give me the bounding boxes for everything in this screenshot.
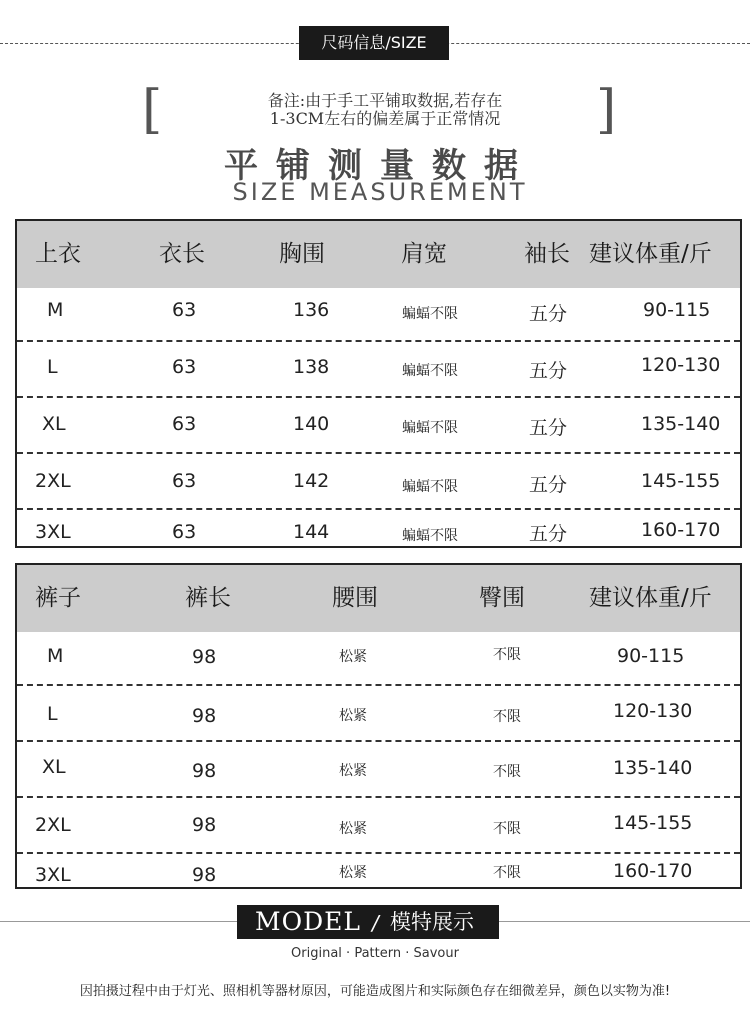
weight-cell: 120-130 — [641, 354, 721, 376]
size-cell: 3XL — [35, 864, 71, 886]
hip-cell: 不限 — [493, 709, 521, 725]
weight-cell: 145-155 — [641, 470, 721, 492]
title-en: SIZE MEASUREMENT — [232, 178, 528, 206]
weight-cell: 145-155 — [613, 812, 693, 834]
length-cell: 63 — [172, 299, 197, 321]
size-cell: L — [47, 703, 58, 725]
header-cell: 裤子 — [35, 585, 81, 611]
table-row — [17, 342, 740, 398]
weight-cell: 135-140 — [613, 757, 693, 779]
color-disclaimer: 因拍摄过程中由于灯光、照相机等器材原因，可能造成图片和实际颜色存在细微差异，颜色以实物为准! — [79, 984, 671, 999]
shoulder-cell: 蝙蝠不限 — [402, 420, 458, 436]
sleeve-cell: 五分 — [529, 474, 568, 496]
chest-cell: 136 — [293, 299, 330, 321]
bottom-size-table — [15, 563, 742, 889]
measurement-note — [200, 92, 570, 128]
left-bracket: [ — [142, 80, 163, 140]
header-cell: 衣长 — [159, 241, 205, 267]
weight-cell: 135-140 — [641, 413, 721, 435]
hip-cell: 不限 — [493, 764, 521, 780]
chest-cell: 144 — [293, 521, 330, 543]
size-cell: XL — [42, 756, 66, 778]
waist-cell: 松紧 — [339, 708, 367, 724]
header-cell: 胸围 — [279, 241, 325, 267]
header-cell: 建议体重/斤 — [589, 241, 712, 267]
length-cell: 63 — [172, 521, 197, 543]
header-cell: 臀围 — [479, 585, 525, 611]
chest-cell: 138 — [293, 356, 330, 378]
table-row — [17, 686, 740, 742]
table-row — [17, 798, 740, 854]
size-cell: 2XL — [35, 470, 71, 492]
length-cell: 98 — [192, 864, 217, 886]
weight-cell: 160-170 — [613, 860, 693, 882]
weight-cell: 120-130 — [613, 700, 693, 722]
waist-cell: 松紧 — [339, 821, 367, 837]
length-cell: 98 — [192, 705, 217, 727]
hip-cell: 不限 — [493, 865, 521, 881]
length-cell: 63 — [172, 356, 197, 378]
chest-cell: 142 — [293, 470, 330, 492]
size-cell: L — [47, 356, 58, 378]
header-cell: 上衣 — [35, 241, 81, 267]
size-cell: M — [47, 645, 64, 667]
model-slash: / — [372, 911, 379, 935]
hip-cell: 不限 — [493, 821, 521, 837]
model-subtitle: Original · Pattern · Savour — [291, 946, 459, 961]
table-row — [17, 632, 740, 686]
header-cell: 腰围 — [332, 585, 378, 611]
table-row — [17, 398, 740, 454]
table-row — [17, 454, 740, 510]
length-cell: 98 — [192, 646, 217, 668]
shoulder-cell: 蝙蝠不限 — [402, 479, 458, 495]
weight-cell: 90-115 — [643, 299, 711, 321]
size-cell: XL — [42, 413, 66, 435]
shoulder-cell: 蝙蝠不限 — [402, 528, 458, 544]
weight-cell: 90-115 — [617, 645, 685, 667]
hip-cell: 不限 — [493, 647, 521, 663]
header-cell: 建议体重/斤 — [589, 585, 712, 611]
table-header — [17, 221, 740, 288]
waist-cell: 松紧 — [339, 865, 367, 881]
model-title-cn: 模特展示 — [390, 910, 474, 934]
weight-cell: 160-170 — [641, 519, 721, 541]
sleeve-cell: 五分 — [529, 303, 568, 325]
waist-cell: 松紧 — [339, 649, 367, 665]
title-cn: 平铺测量数据 — [224, 146, 536, 186]
shoulder-cell: 蝙蝠不限 — [402, 363, 458, 379]
header-cell: 裤长 — [185, 585, 231, 611]
length-cell: 98 — [192, 814, 217, 836]
table-row — [17, 854, 740, 895]
top-size-table — [15, 219, 742, 548]
note-line-1: 备注:由于手工平铺取数据,若存在 — [267, 91, 503, 110]
table-row — [17, 510, 740, 554]
length-cell: 63 — [172, 470, 197, 492]
sleeve-cell: 五分 — [529, 523, 568, 545]
header-cell: 肩宽 — [401, 241, 447, 267]
length-cell: 63 — [172, 413, 197, 435]
note-line-2: 1-3CM左右的偏差属于正常情况 — [269, 109, 501, 128]
sleeve-cell: 五分 — [529, 360, 568, 382]
size-cell: M — [47, 299, 64, 321]
size-info-tag: 尺码信息/SIZE — [299, 26, 449, 60]
chest-cell: 140 — [293, 413, 330, 435]
size-cell: 2XL — [35, 814, 71, 836]
table-row — [17, 742, 740, 798]
right-bracket: ] — [596, 80, 617, 140]
header-cell: 袖长 — [524, 241, 570, 267]
table-row — [17, 288, 740, 342]
shoulder-cell: 蝙蝠不限 — [402, 306, 458, 322]
waist-cell: 松紧 — [339, 763, 367, 779]
length-cell: 98 — [192, 760, 217, 782]
sleeve-cell: 五分 — [529, 417, 568, 439]
model-title-en: MODEL — [255, 907, 361, 936]
size-cell: 3XL — [35, 521, 71, 543]
table-header — [17, 565, 740, 632]
